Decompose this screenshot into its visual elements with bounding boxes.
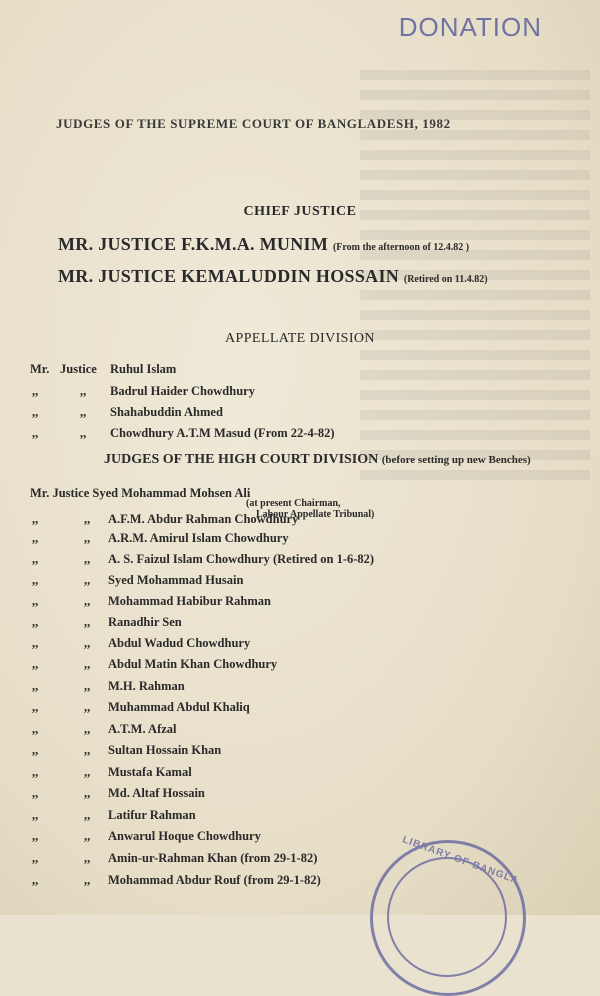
ditto-mark: ,,	[84, 722, 91, 736]
ditto-mark: ,,	[32, 405, 39, 419]
ditto-mark: ,,	[80, 405, 87, 419]
judge-name: Chowdhury A.T.M Masud (From 22-4-82)	[110, 426, 335, 440]
ditto-mark: ,,	[32, 786, 39, 800]
ditto-mark: ,,	[84, 829, 91, 843]
title-cell: Mr. Justice	[30, 486, 90, 500]
judge-name: Syed Mohammad Husain	[108, 573, 244, 587]
appellate-row	[30, 384, 590, 404]
high-court-row	[30, 573, 590, 593]
high-court-row	[30, 636, 590, 656]
judge-name: Abdul Matin Khan Chowdhury	[108, 657, 278, 671]
chief-justice-note: (From the afternoon of 12.4.82 )	[332, 242, 470, 253]
judge-name: Shahabuddin Ahmed	[110, 405, 223, 419]
high-court-row	[30, 829, 590, 849]
judge-name: Muhammad Abdul Khaliq	[108, 700, 250, 714]
judge-name: A.T.M. Afzal	[108, 722, 177, 736]
ditto-mark: ,,	[84, 636, 91, 650]
high-court-row	[30, 657, 590, 677]
ditto-mark: ,,	[32, 700, 39, 714]
judge-name: Md. Altaf Hossain	[108, 786, 205, 800]
ditto-mark: ,,	[84, 615, 91, 629]
ditto-mark: ,,	[32, 573, 39, 587]
ditto-mark: ,,	[84, 786, 91, 800]
ditto-mark: ,,	[32, 829, 39, 843]
ditto-mark: ,,	[32, 679, 39, 693]
ditto-mark: ,,	[84, 573, 91, 587]
high-court-row	[30, 594, 590, 614]
high-court-row	[30, 765, 590, 785]
high-court-row	[30, 786, 590, 806]
judge-name: Mohammad Habibur Rahman	[108, 594, 271, 608]
ditto-mark: ,,	[84, 851, 91, 865]
judge-name: A.R.M. Amirul Islam Chowdhury	[108, 531, 289, 545]
chief-justice-note: (Retired on 11.4.82)	[403, 274, 488, 285]
ditto-mark: ,,	[32, 426, 39, 440]
chief-justice-name: MR. JUSTICE F.K.M.A. MUNIM	[58, 234, 329, 254]
judge-name: Ruhul Islam	[110, 362, 177, 376]
appellate-heading: APPELLATE DIVISION	[225, 331, 375, 346]
ditto-mark: ,,	[32, 636, 39, 650]
page-title: JUDGES OF THE SUPREME COURT OF BANGLADESH, 1982	[56, 116, 451, 131]
judge-name: A.F.M. Abdur Rahman Chowdhury	[108, 512, 299, 526]
title-cell: Mr.	[30, 362, 50, 376]
appellate-row	[30, 362, 590, 382]
high-court-row	[30, 512, 590, 532]
ditto-mark: ,,	[84, 512, 91, 526]
chief-justice-heading: CHIEF JUSTICE	[243, 204, 357, 219]
chief-justice-entry	[58, 234, 578, 255]
judge-name: Amin-ur-Rahman Khan (from 29-1-82)	[108, 851, 318, 865]
judge-name: Mustafa Kamal	[108, 765, 192, 779]
high-court-heading-note: (before setting up new Benches)	[381, 454, 531, 466]
ditto-mark: ,,	[80, 384, 87, 398]
ditto-mark: ,,	[84, 679, 91, 693]
ditto-mark: ,,	[32, 594, 39, 608]
ditto-mark: ,,	[32, 873, 39, 887]
judge-name: Latifur Rahman	[108, 808, 196, 822]
judge-note-line1: (at present Chairman,	[246, 498, 341, 509]
ditto-mark: ,,	[32, 808, 39, 822]
judge-name: Syed Mohammad Mohsen Ali	[92, 486, 251, 500]
ditto-mark: ,,	[80, 426, 87, 440]
high-court-row	[30, 615, 590, 635]
ditto-mark: ,,	[84, 808, 91, 822]
ditto-mark: ,,	[32, 765, 39, 779]
ditto-mark: ,,	[32, 615, 39, 629]
ditto-mark: ,,	[32, 512, 39, 526]
judge-name: Ranadhir Sen	[108, 615, 182, 629]
library-seal	[370, 834, 526, 996]
library-seal-text: LIBRARY OF BANGLA	[400, 834, 521, 887]
ditto-mark: ,,	[32, 722, 39, 736]
judge-name: M.H. Rahman	[108, 679, 185, 693]
judge-name: Badrul Haider Chowdhury	[110, 384, 255, 398]
judge-name: Abdul Wadud Chowdhury	[108, 636, 251, 650]
high-court-row	[30, 679, 590, 699]
ditto-mark: ,,	[32, 851, 39, 865]
ditto-mark: ,,	[84, 765, 91, 779]
high-court-heading-text: JUDGES OF THE HIGH COURT DIVISION	[104, 452, 379, 467]
high-court-heading	[104, 452, 594, 468]
appellate-row	[30, 405, 590, 425]
high-court-row	[30, 808, 590, 828]
ditto-mark: ,,	[84, 657, 91, 671]
high-court-row	[30, 700, 590, 720]
judge-name: A. S. Faizul Islam Chowdhury (Retired on 1-6-82)	[108, 552, 375, 566]
ditto-mark: ,,	[84, 594, 91, 608]
ditto-mark: ,,	[84, 700, 91, 714]
ditto-mark: ,,	[84, 531, 91, 545]
ditto-mark: ,,	[84, 873, 91, 887]
appellate-row	[30, 426, 590, 446]
judge-note-line2: Labour Appellate Tribunal)	[256, 509, 375, 520]
donation-stamp: DONATION	[398, 12, 542, 42]
judge-name: Anwarul Hoque Chowdhury	[108, 829, 261, 843]
ditto-mark: ,,	[32, 531, 39, 545]
judge-name: Mohammad Abdur Rouf (from 29-1-82)	[108, 873, 321, 887]
chief-justice-entry	[58, 266, 578, 287]
ditto-mark: ,,	[32, 384, 39, 398]
chief-justice-name: MR. JUSTICE KEMALUDDIN HOSSAIN	[58, 266, 400, 286]
high-court-row	[30, 552, 590, 572]
rank-cell: Justice	[60, 362, 97, 376]
ditto-mark: ,,	[32, 657, 39, 671]
ditto-mark: ,,	[32, 743, 39, 757]
ditto-mark: ,,	[84, 552, 91, 566]
high-court-row	[30, 722, 590, 742]
high-court-row	[30, 743, 590, 763]
judge-name: Sultan Hossain Khan	[108, 743, 222, 757]
ditto-mark: ,,	[32, 552, 39, 566]
high-court-row	[30, 531, 590, 551]
ditto-mark: ,,	[84, 743, 91, 757]
